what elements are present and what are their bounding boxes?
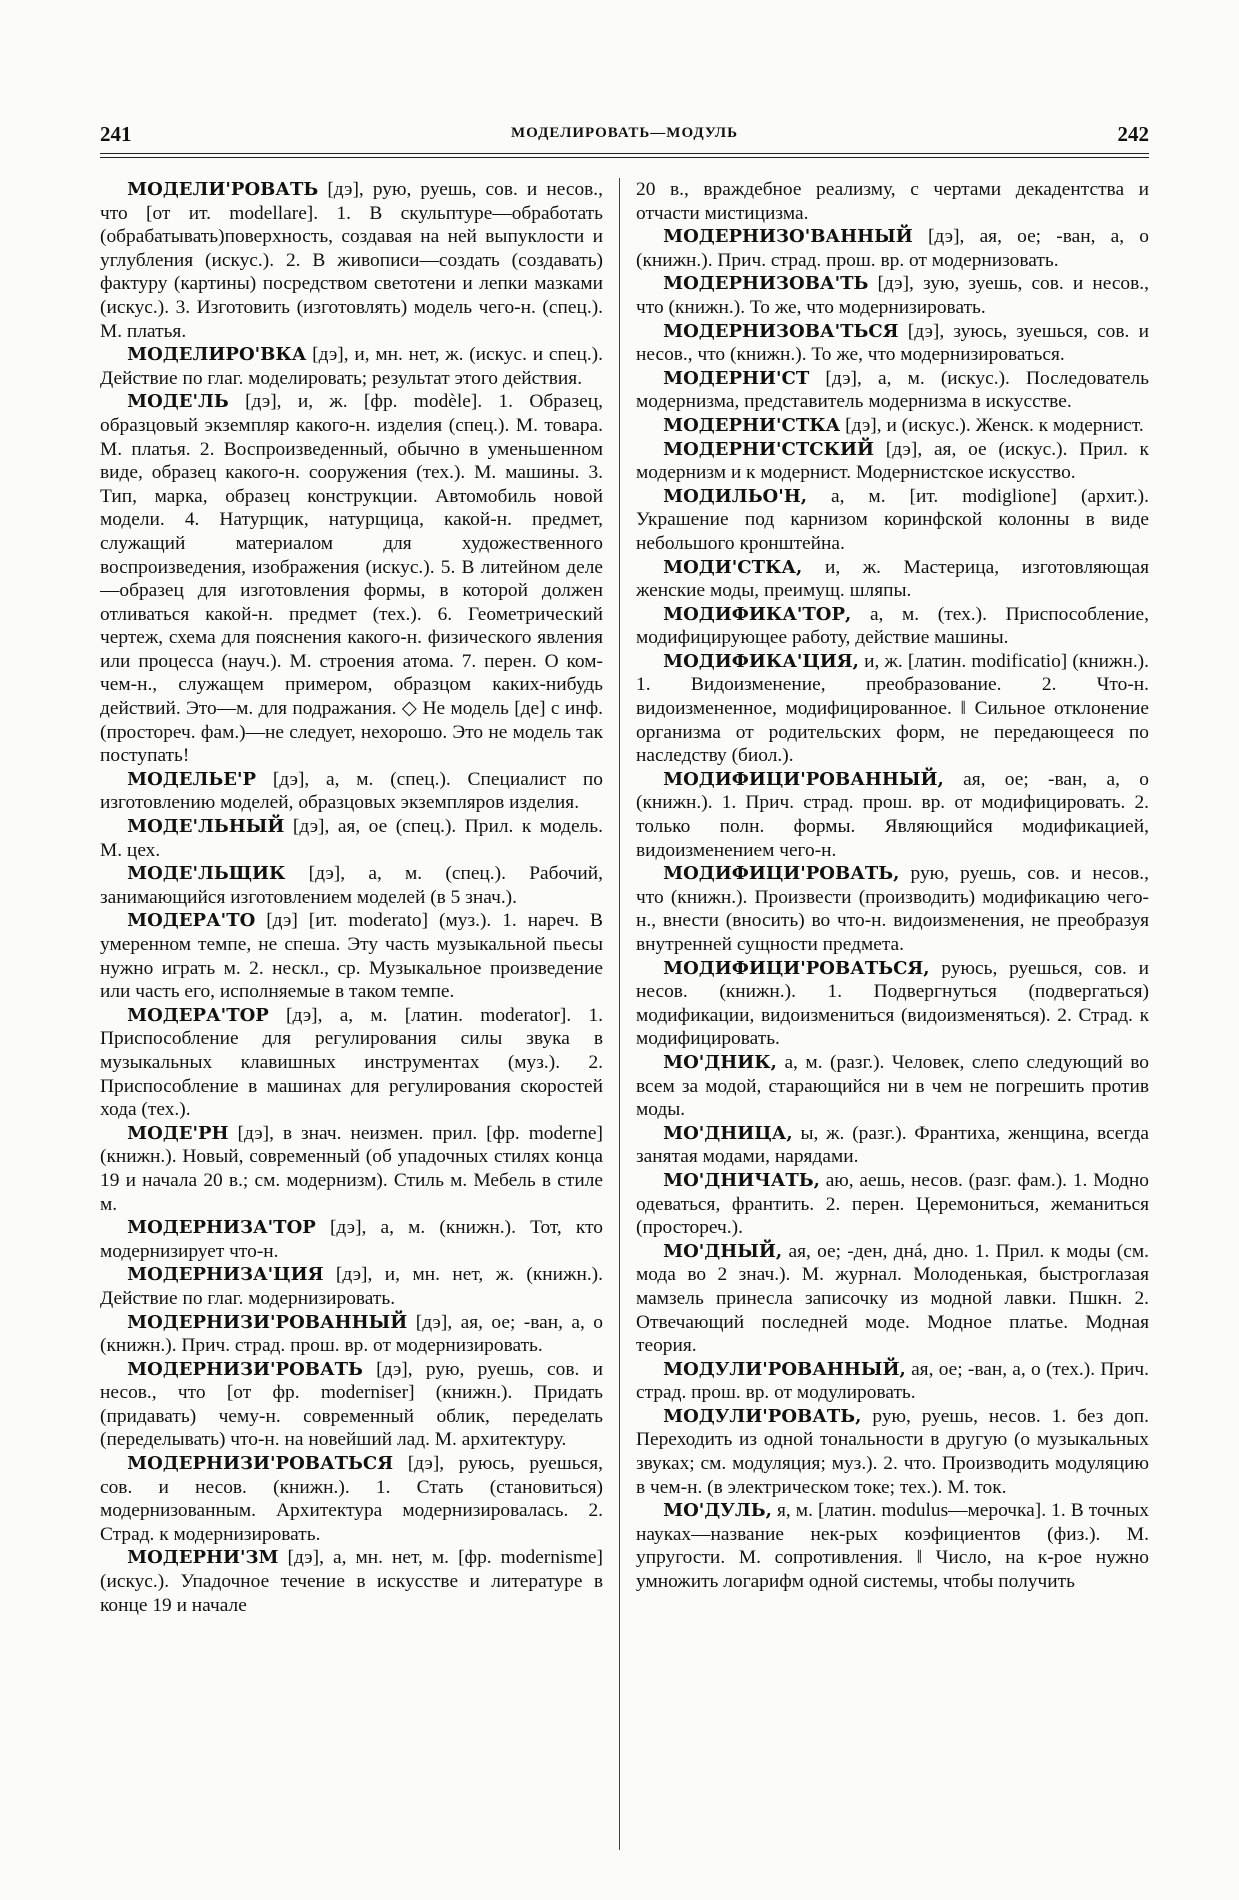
dictionary-entry <box>636 1122 1149 1169</box>
dictionary-entry <box>636 178 1149 225</box>
entry-definition: ая, ое; -ван, а, о (книжн.). 1. Прич. страд. прош. вр. от модифицировать. 2. только полн. формы. Являющийся модификацией, видоизменением чего-н. <box>636 768 1149 861</box>
entry-definition: 20 в., враждебное реализму, с чертами декадентства и отчасти мистицизма. <box>636 179 1149 224</box>
entry-headword: МОДУЛИ'РОВАННЫЙ, <box>663 1358 906 1380</box>
right-page-number: 242 <box>1117 122 1149 146</box>
dictionary-entry <box>100 178 603 343</box>
entry-definition: руюсь, руешься, сов. и несов. (книжн.). 1. Подвергнуться (подвергаться) модификации, видоизмениться (видоизменяться). 2. Страд. к модифицировать. <box>636 957 1149 1050</box>
dictionary-entry <box>100 390 603 768</box>
entry-headword: МО'ДНИК, <box>663 1051 777 1073</box>
entry-headword: МОДИФИКА'ЦИЯ, <box>663 650 859 672</box>
entry-definition: [дэ], ая, ое (спец.). Прил. к модель. М. цех. <box>100 816 603 861</box>
page-header <box>100 122 1149 148</box>
dictionary-entry <box>636 438 1149 485</box>
entry-headword: МОДЕ'ЛЬ <box>127 391 229 413</box>
header-rule-top <box>100 153 1149 154</box>
dictionary-entry <box>100 768 603 815</box>
entry-headword: МОДЕРНИЗО'ВАННЫЙ <box>663 226 913 248</box>
entry-definition: и, ж. Мастерица, изготовляющая женские моды, преимущ. шляпы. <box>636 556 1149 602</box>
dictionary-entry <box>100 1311 603 1358</box>
dictionary-entry <box>100 1358 603 1452</box>
entry-definition: [дэ], а, м. (спец.). Рабочий, занимающийся изготовлением моделей (в 5 знач.). <box>100 863 603 908</box>
left-page-number: 241 <box>100 122 132 146</box>
column-left <box>100 178 603 1850</box>
entry-definition: рую, руешь, сов. и несов., что (книжн.). Произвести (производить) модификацию чего-н., внести (вносить) во что-н. видоизменения, не преобразуя внутренней сущности предмета. <box>636 863 1149 955</box>
entry-headword: МОДЕ'ЛЬЩИК <box>127 863 286 885</box>
dictionary-entry <box>100 815 603 862</box>
entry-definition: [дэ], а, м. (искус.). Последователь модернизма, представитель модернизма в искусстве. <box>636 367 1149 413</box>
dictionary-entry <box>100 1546 603 1617</box>
entry-headword: МОДЕРНИ'СТСКИЙ <box>663 438 874 460</box>
dictionary-entry <box>636 320 1149 367</box>
entry-definition: ы, ж. (разг.). Франтиха, женщина, всегда занятая модами, нарядами. <box>636 1122 1149 1168</box>
entry-headword: МО'ДНИЦА, <box>663 1122 793 1144</box>
entry-definition: [дэ], и, ж. [фр. modèle]. 1. Образец, образцовый экземпляр какого-н. изделия (спец.). М. товара. М. платья. 2. Воспроизведенный, обычно в уменьшенном виде, образец какого-н. сооружения (тех.). М. машины. 3. Тип, марка, образец конструкции. Автомобиль новой модели. 4. Натурщик, натурщица, какой-н. предмет, служащий материалом для художественного воспроизведения, изображения (искус.). 5. В литейном деле—образец для изготовления формы, в которой должен отливаться какой-н. предмет (тех.). 6. Геометрический чертеж, схема для пояснения какого-н. физического явления или процесса (науч.). М. строения атома. 7. перен. О ком-чем-н., служащем примером, образцом каких-нибудь действий. Это—м. для подражания. ◇ Не модель [де] с инф. (простореч. фам.)—не следует, нехорошо. Это не модель так поступать! <box>100 391 603 767</box>
entry-definition: я, м. [латин. modulus—мерочка]. 1. В точных науках—название нек-рых коэфициентов (физ.). М. упругости. М. сопротивления. ‖ Число, на к-рое нужно умножить логарифм одной системы, чтобы получить <box>636 1500 1149 1593</box>
entry-definition: [дэ], и, мн. нет, ж. (искус. и спец.). Действие по глаг. моделировать; результат этого действия. <box>100 344 603 389</box>
dictionary-entry <box>100 1004 603 1122</box>
entry-headword: МОДЕРНИЗА'ТОР <box>127 1217 316 1239</box>
entry-definition: ая, ое; -ден, днá, дно. 1. Прил. к моды (см. мода во 2 знач.). М. журнал. Молоденькая, быстроглазая мамзель принесла записочку из модной лавки. Пшкн. 2. Отвечающий последней моде. Модное платье. Модная теория. <box>636 1240 1149 1357</box>
entry-headword: МО'ДУЛЬ, <box>663 1500 772 1522</box>
entry-definition: рую, руешь, несов. 1. без доп. Переходить из одной тональности в другую (о музыкальных звуках; см. модуляция; муз.). 2. что. Производить модуляцию в чем-н. (в электрическом токе; тех.). М. ток. <box>636 1405 1149 1498</box>
entry-definition: [дэ], ая, ое (искус.). Прил. к модернизм и к модернист. Модернистское искусство. <box>636 438 1149 484</box>
entry-headword: МОДЕРНИЗА'ЦИЯ <box>127 1264 324 1286</box>
column-right <box>636 178 1149 1850</box>
entry-definition: [дэ], ая, ое; -ван, а, о (книжн.). Прич. страд. прош. вр. от модернизировать. <box>100 1311 603 1357</box>
dictionary-entry <box>636 650 1149 768</box>
entry-headword: МОДЕРНИЗОВА'ТЬ <box>663 273 869 295</box>
entry-headword: МОДЕРНИЗОВА'ТЬСЯ <box>663 320 899 342</box>
dictionary-entry <box>100 343 603 390</box>
entry-headword: МОДЕЛИ'РОВАТЬ <box>127 179 319 200</box>
dictionary-entry <box>636 1240 1149 1358</box>
dictionary-entry <box>636 768 1149 862</box>
entry-headword: МОДЕ'РН <box>127 1122 229 1144</box>
entry-definition: [дэ], рую, руешь, сов. и несов., что [от фр. moderniser] (книжн.). Придать (придавать) чему-н. современный облик, переделать (переделывать) что-н. на новейший лад. М. архитектуру. <box>100 1358 603 1451</box>
dictionary-entry <box>100 862 603 909</box>
dictionary-entry <box>636 862 1149 956</box>
entry-headword: МОДЕРНИ'СТ <box>663 367 810 389</box>
dictionary-entry <box>100 1122 603 1216</box>
entry-definition: [дэ], рую, руешь, сов. и несов., что [от ит. modellare]. 1. В скульптуре—обработать (обрабатывать)поверхность, создавая на ней выпуклости и углубления (искус.). 2. В живописи—создать (создавать) фактуру (картины) посредством светотени и лепки мазками (искус.). 3. Изготовить (изготовлять) модель чего-н. (спец.). М. платья. <box>100 179 603 342</box>
entry-headword: МОДУЛИ'РОВАТЬ, <box>663 1405 862 1427</box>
entry-headword: МО'ДНИЧАТЬ, <box>663 1169 820 1191</box>
entry-headword: МОДЕРНИ'СТКА <box>663 414 841 436</box>
entry-definition: [дэ], а, м. (книжн.). Тот, кто модернизирует что-н. <box>100 1217 603 1262</box>
dictionary-entry <box>636 485 1149 556</box>
entry-definition: а, м. (разг.). Человек, слепо следующий во всем за модой, старающийся ни в чем не погрешить против моды. <box>636 1051 1149 1121</box>
entry-headword: МОДЕЛЬЕ'Р <box>127 768 257 790</box>
entry-headword: МОДЕРНИЗИ'РОВАННЫЙ <box>127 1311 408 1333</box>
dictionary-entry <box>100 1216 603 1263</box>
entry-headword: МОДЕРА'ТОР <box>127 1004 269 1026</box>
dictionary-entry <box>636 272 1149 319</box>
header-rule-bottom <box>100 157 1149 158</box>
dictionary-entry <box>636 414 1149 438</box>
dictionary-entry <box>100 1263 603 1310</box>
dictionary-entry <box>100 909 603 1003</box>
entry-headword: МОДЕЛИРО'ВКА <box>127 344 307 366</box>
entry-definition: [дэ] [ит. moderato] (муз.). 1. нареч. В умеренном темпе, не спеша. Эту часть музыкальной пьесы нужно играть м. 2. нескл., ср. Музыкальное произведение или часть его, исполняемые в таком темпе. <box>100 910 603 1003</box>
entry-definition: [дэ], зуюсь, зуешься, сов. и несов., что (книжн.). То же, что модернизироваться. <box>636 320 1149 366</box>
entry-headword: МОДЕРНИЗИ'РОВАТЬСЯ <box>127 1453 394 1475</box>
entry-definition: и, ж. [латин. modificatio] (книжн.). 1. Видоизменение, преобразование. 2. Что-н. видоизмененное, модифицированное. ‖ Сильное отклонение организма от родительских форм, не передающееся по наследству (биол.). <box>636 650 1149 767</box>
entry-definition: [дэ], и (искус.). Женск. к модернист. <box>845 414 1144 436</box>
entry-headword: МОДЕРНИ'ЗМ <box>127 1547 279 1569</box>
dictionary-entry <box>636 225 1149 272</box>
entry-headword: МОДИ'СТКА, <box>663 556 803 578</box>
entry-headword: МОДЕРА'ТО <box>127 910 256 932</box>
dictionary-entry <box>636 1358 1149 1405</box>
dictionary-entry <box>636 1405 1149 1499</box>
entry-definition: а, м. [ит. modiglione] (архит.). Украшение под карнизом коринфской колонны в виде небольшого кронштейна. <box>636 485 1149 554</box>
dictionary-entry <box>636 957 1149 1051</box>
entry-definition: [дэ], а, м. [латин. moderator]. 1. Приспособление для регулирования силы звука в музыкальных клавишных инструментах (муз.). 2. Приспособление в машинах для регулирования скоростей хода (тех.). <box>100 1004 603 1121</box>
entry-headword: МОДИФИЦИ'РОВАТЬСЯ, <box>663 957 930 979</box>
dictionary-entry <box>636 556 1149 603</box>
dictionary-entry <box>636 1169 1149 1240</box>
entry-definition: ая, ое; -ван, а, о (тех.). Прич. страд. прош. вр. от модулировать. <box>636 1358 1149 1404</box>
entry-headword: МОДИФИЦИ'РОВАННЫЙ, <box>663 768 944 790</box>
entry-definition: а, м. (тех.). Приспособление, модифицирующее работу, действие машины. <box>636 603 1149 649</box>
dictionary-entry <box>636 367 1149 414</box>
entry-headword: МОДЕ'ЛЬНЫЙ <box>127 816 285 838</box>
entry-headword: МОДИФИКА'ТОР, <box>663 603 852 625</box>
entry-definition: [дэ], а, м. (спец.). Специалист по изготовлению моделей, образцовых экземпляров изделия. <box>100 768 603 814</box>
entry-headword: МОДИЛЬО'Н, <box>663 485 808 507</box>
running-head: МОДЕЛИРОВАТЬ—МОДУЛЬ <box>511 125 738 141</box>
entry-definition: [дэ], зую, зуешь, сов. и несов., что (книжн.). То же, что модернизировать. <box>636 273 1149 318</box>
entry-headword: МО'ДНЫЙ, <box>663 1240 783 1262</box>
column-divider <box>619 178 620 1850</box>
dictionary-entry <box>100 1452 603 1546</box>
dictionary-entry <box>636 1051 1149 1122</box>
entry-headword: МОДЕРНИЗИ'РОВАТЬ <box>127 1358 363 1380</box>
dictionary-entry <box>636 1499 1149 1593</box>
entry-definition: [дэ], и, мн. нет, ж. (книжн.). Действие по глаг. модернизировать. <box>100 1264 603 1309</box>
entry-definition: [дэ], ая, ое; -ван, а, о (книжн.). Прич. страд. прош. вр. от модернизовать. <box>636 226 1149 271</box>
dictionary-entry <box>636 603 1149 650</box>
entry-definition: [дэ], а, мн. нет, м. [фр. modernisme] (искус.). Упадочное течение в искусстве и литературе в конце 19 и начале <box>100 1547 603 1616</box>
entry-definition: аю, аешь, несов. (разг. фам.). 1. Модно одеваться, франтить. 2. перен. Церемониться, жеманиться (простореч.). <box>636 1169 1149 1239</box>
entry-definition: [дэ], руюсь, руешься, сов. и несов. (книжн.). 1. Стать (становиться) модернизованным. Архитектура модернизировалась. 2. Страд. к модернизировать. <box>100 1453 603 1545</box>
entry-headword: МОДИФИЦИ'РОВАТЬ, <box>663 863 900 885</box>
entry-definition: [дэ], в знач. неизмен. прил. [фр. moderne] (книжн.). Новый, современный (об упадочных стилях конца 19 и начала 20 в.; см. модернизм). Стиль м. Мебель в стиле м. <box>100 1122 603 1215</box>
